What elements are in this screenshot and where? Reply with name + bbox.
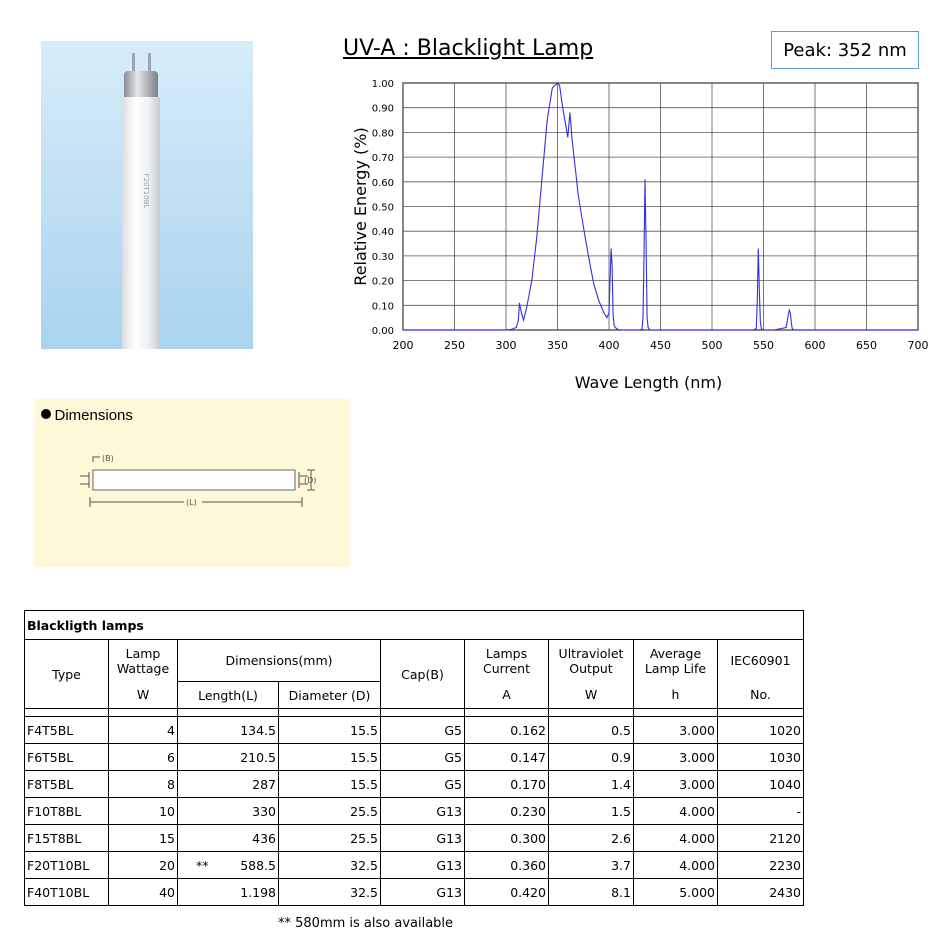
unit-wattage: W (109, 682, 178, 709)
y-tick-label: 0.50 (371, 202, 394, 214)
x-tick-label: 550 (753, 339, 774, 352)
cell-uv: 1.5 (549, 798, 634, 825)
unit-diameter: Diameter (D) (279, 682, 381, 709)
header-wattage: Lamp Wattage (109, 640, 178, 682)
cell-diameter: 32.5 (279, 852, 381, 879)
table-spacer (25, 709, 804, 717)
label-b: (B) (102, 454, 114, 463)
header-current: Lamps Current (465, 640, 549, 682)
x-tick-label: 200 (392, 339, 414, 352)
cell-diameter: 15.5 (279, 744, 381, 771)
label-d: (D) (304, 476, 317, 485)
cell-uv: 3.7 (549, 852, 634, 879)
cell-iec: - (718, 798, 804, 825)
cell-type: F10T8BL (25, 798, 109, 825)
cell-life: 3.000 (634, 717, 718, 744)
cell-iec: 2120 (718, 825, 804, 852)
x-tick-label: 400 (598, 339, 620, 352)
cell-life: 5.000 (634, 879, 718, 906)
table-row (25, 771, 804, 798)
cell-uv: 8.1 (549, 879, 634, 906)
cell-length: 330 (178, 798, 279, 825)
cell-current: 0.300 (465, 825, 549, 852)
cell-length (178, 852, 279, 879)
spectrum-chart (340, 70, 936, 400)
header-iec: IEC60901 (718, 640, 804, 682)
y-tick-label: 0.70 (371, 153, 394, 165)
footnote: ** 580mm is also available (278, 916, 454, 931)
chart-title: UV-A : Blacklight Lamp (343, 36, 594, 61)
cell-wattage: 10 (109, 798, 178, 825)
dimensions-panel (34, 399, 350, 567)
table-row (25, 798, 804, 825)
x-tick-label: 700 (907, 339, 929, 352)
lamp-print: F20T10BL (142, 173, 150, 209)
cell-cap: G13 (381, 825, 465, 852)
table-row (25, 825, 804, 852)
cell-diameter: 15.5 (279, 717, 381, 744)
x-tick-label: 500 (701, 339, 723, 352)
cell-cap: G13 (381, 798, 465, 825)
label-l: (L) (186, 498, 197, 507)
y-tick-label: 0.20 (371, 276, 394, 288)
unit-length: Length(L) (178, 682, 279, 709)
cell-wattage: 20 (109, 852, 178, 879)
cell-diameter: 15.5 (279, 771, 381, 798)
cell-life: 4.000 (634, 798, 718, 825)
cell-cap: G5 (381, 744, 465, 771)
cell-wattage: 15 (109, 825, 178, 852)
unit-life: h (634, 682, 718, 709)
cell-length: 436 (178, 825, 279, 852)
cell-cap: G5 (381, 771, 465, 798)
x-tick-label: 450 (650, 339, 671, 352)
cell-diameter: 25.5 (279, 798, 381, 825)
cell-type: F6T5BL (25, 744, 109, 771)
table-row (25, 717, 804, 744)
cell-current: 0.420 (465, 879, 549, 906)
cell-length: 134.5 (178, 717, 279, 744)
x-tick-label: 650 (856, 339, 877, 352)
cell-uv: 0.9 (549, 744, 634, 771)
cell-current: 0.162 (465, 717, 549, 744)
cell-life: 4.000 (634, 852, 718, 879)
cell-wattage: 40 (109, 879, 178, 906)
x-axis-label: Wave Length (nm) (574, 373, 723, 392)
footnote-marker: ** (196, 857, 209, 873)
unit-iec: No. (718, 682, 804, 709)
cell-diameter: 25.5 (279, 825, 381, 852)
header-dimensions: Dimensions(mm) (178, 640, 381, 682)
y-tick-label: 0.10 (371, 301, 394, 313)
x-tick-label: 300 (495, 339, 517, 352)
y-tick-label: 1.00 (371, 79, 394, 90)
unit-uv-output: W (549, 682, 634, 709)
y-tick-label: 0.60 (371, 177, 394, 189)
cell-uv: 1.4 (549, 771, 634, 798)
lamp-photo (41, 41, 253, 349)
cell-iec: 1020 (718, 717, 804, 744)
cell-uv: 2.6 (549, 825, 634, 852)
cell-life: 3.000 (634, 744, 718, 771)
y-tick-label: 0.90 (371, 103, 394, 115)
cell-current: 0.147 (465, 744, 549, 771)
y-axis-label: Relative Energy (%) (351, 127, 370, 286)
cell-wattage: 4 (109, 717, 178, 744)
cell-type: F8T5BL (25, 771, 109, 798)
y-tick-label: 0.00 (371, 326, 394, 337)
lamp-table (24, 610, 804, 906)
pointer-b (93, 457, 100, 462)
cell-type: F15T8BL (25, 825, 109, 852)
tube-outline (93, 470, 295, 490)
dimensions-title-text: Dimensions (54, 407, 133, 424)
peak-annotation: Peak: 352 nm (771, 31, 919, 69)
cell-length: 210.5 (178, 744, 279, 771)
cell-life: 4.000 (634, 825, 718, 852)
cell-life: 3.000 (634, 771, 718, 798)
header-type: Type (25, 640, 109, 709)
x-tick-label: 350 (547, 339, 568, 352)
cell-iec: 2430 (718, 879, 804, 906)
y-tick-label: 0.80 (371, 128, 394, 140)
dimensions-title (42, 407, 133, 424)
y-tick-label: 0.30 (371, 251, 394, 263)
cell-iec: 1030 (718, 744, 804, 771)
cell-iec: 1040 (718, 771, 804, 798)
x-tick-label: 250 (444, 339, 465, 352)
table-row (25, 744, 804, 771)
y-tick-label: 0.40 (371, 227, 394, 239)
header-life: Average Lamp Life (634, 640, 718, 682)
cell-current: 0.360 (465, 852, 549, 879)
header-cap: Cap(B) (381, 640, 465, 709)
dimension-diagram (34, 399, 350, 567)
cell-current: 0.230 (465, 798, 549, 825)
cell-iec: 2230 (718, 852, 804, 879)
cell-length-value: 588.5 (240, 857, 276, 873)
cell-cap: G5 (381, 717, 465, 744)
x-tick-label: 600 (804, 339, 826, 352)
cell-diameter: 32.5 (279, 879, 381, 906)
cell-length: 287 (178, 771, 279, 798)
cell-uv: 0.5 (549, 717, 634, 744)
cell-type: F40T10BL (25, 879, 109, 906)
unit-current: A (465, 682, 549, 709)
cell-type: F4T5BL (25, 717, 109, 744)
cell-cap: G13 (381, 879, 465, 906)
cell-length: 1.198 (178, 879, 279, 906)
header-uv-output: Ultraviolet Output (549, 640, 634, 682)
cell-wattage: 8 (109, 771, 178, 798)
table-caption: Blackligth lamps (25, 611, 804, 640)
table-row (25, 852, 804, 879)
cell-wattage: 6 (109, 744, 178, 771)
cell-cap: G13 (381, 852, 465, 879)
table-row (25, 879, 804, 906)
cell-current: 0.170 (465, 771, 549, 798)
cell-type: F20T10BL (25, 852, 109, 879)
